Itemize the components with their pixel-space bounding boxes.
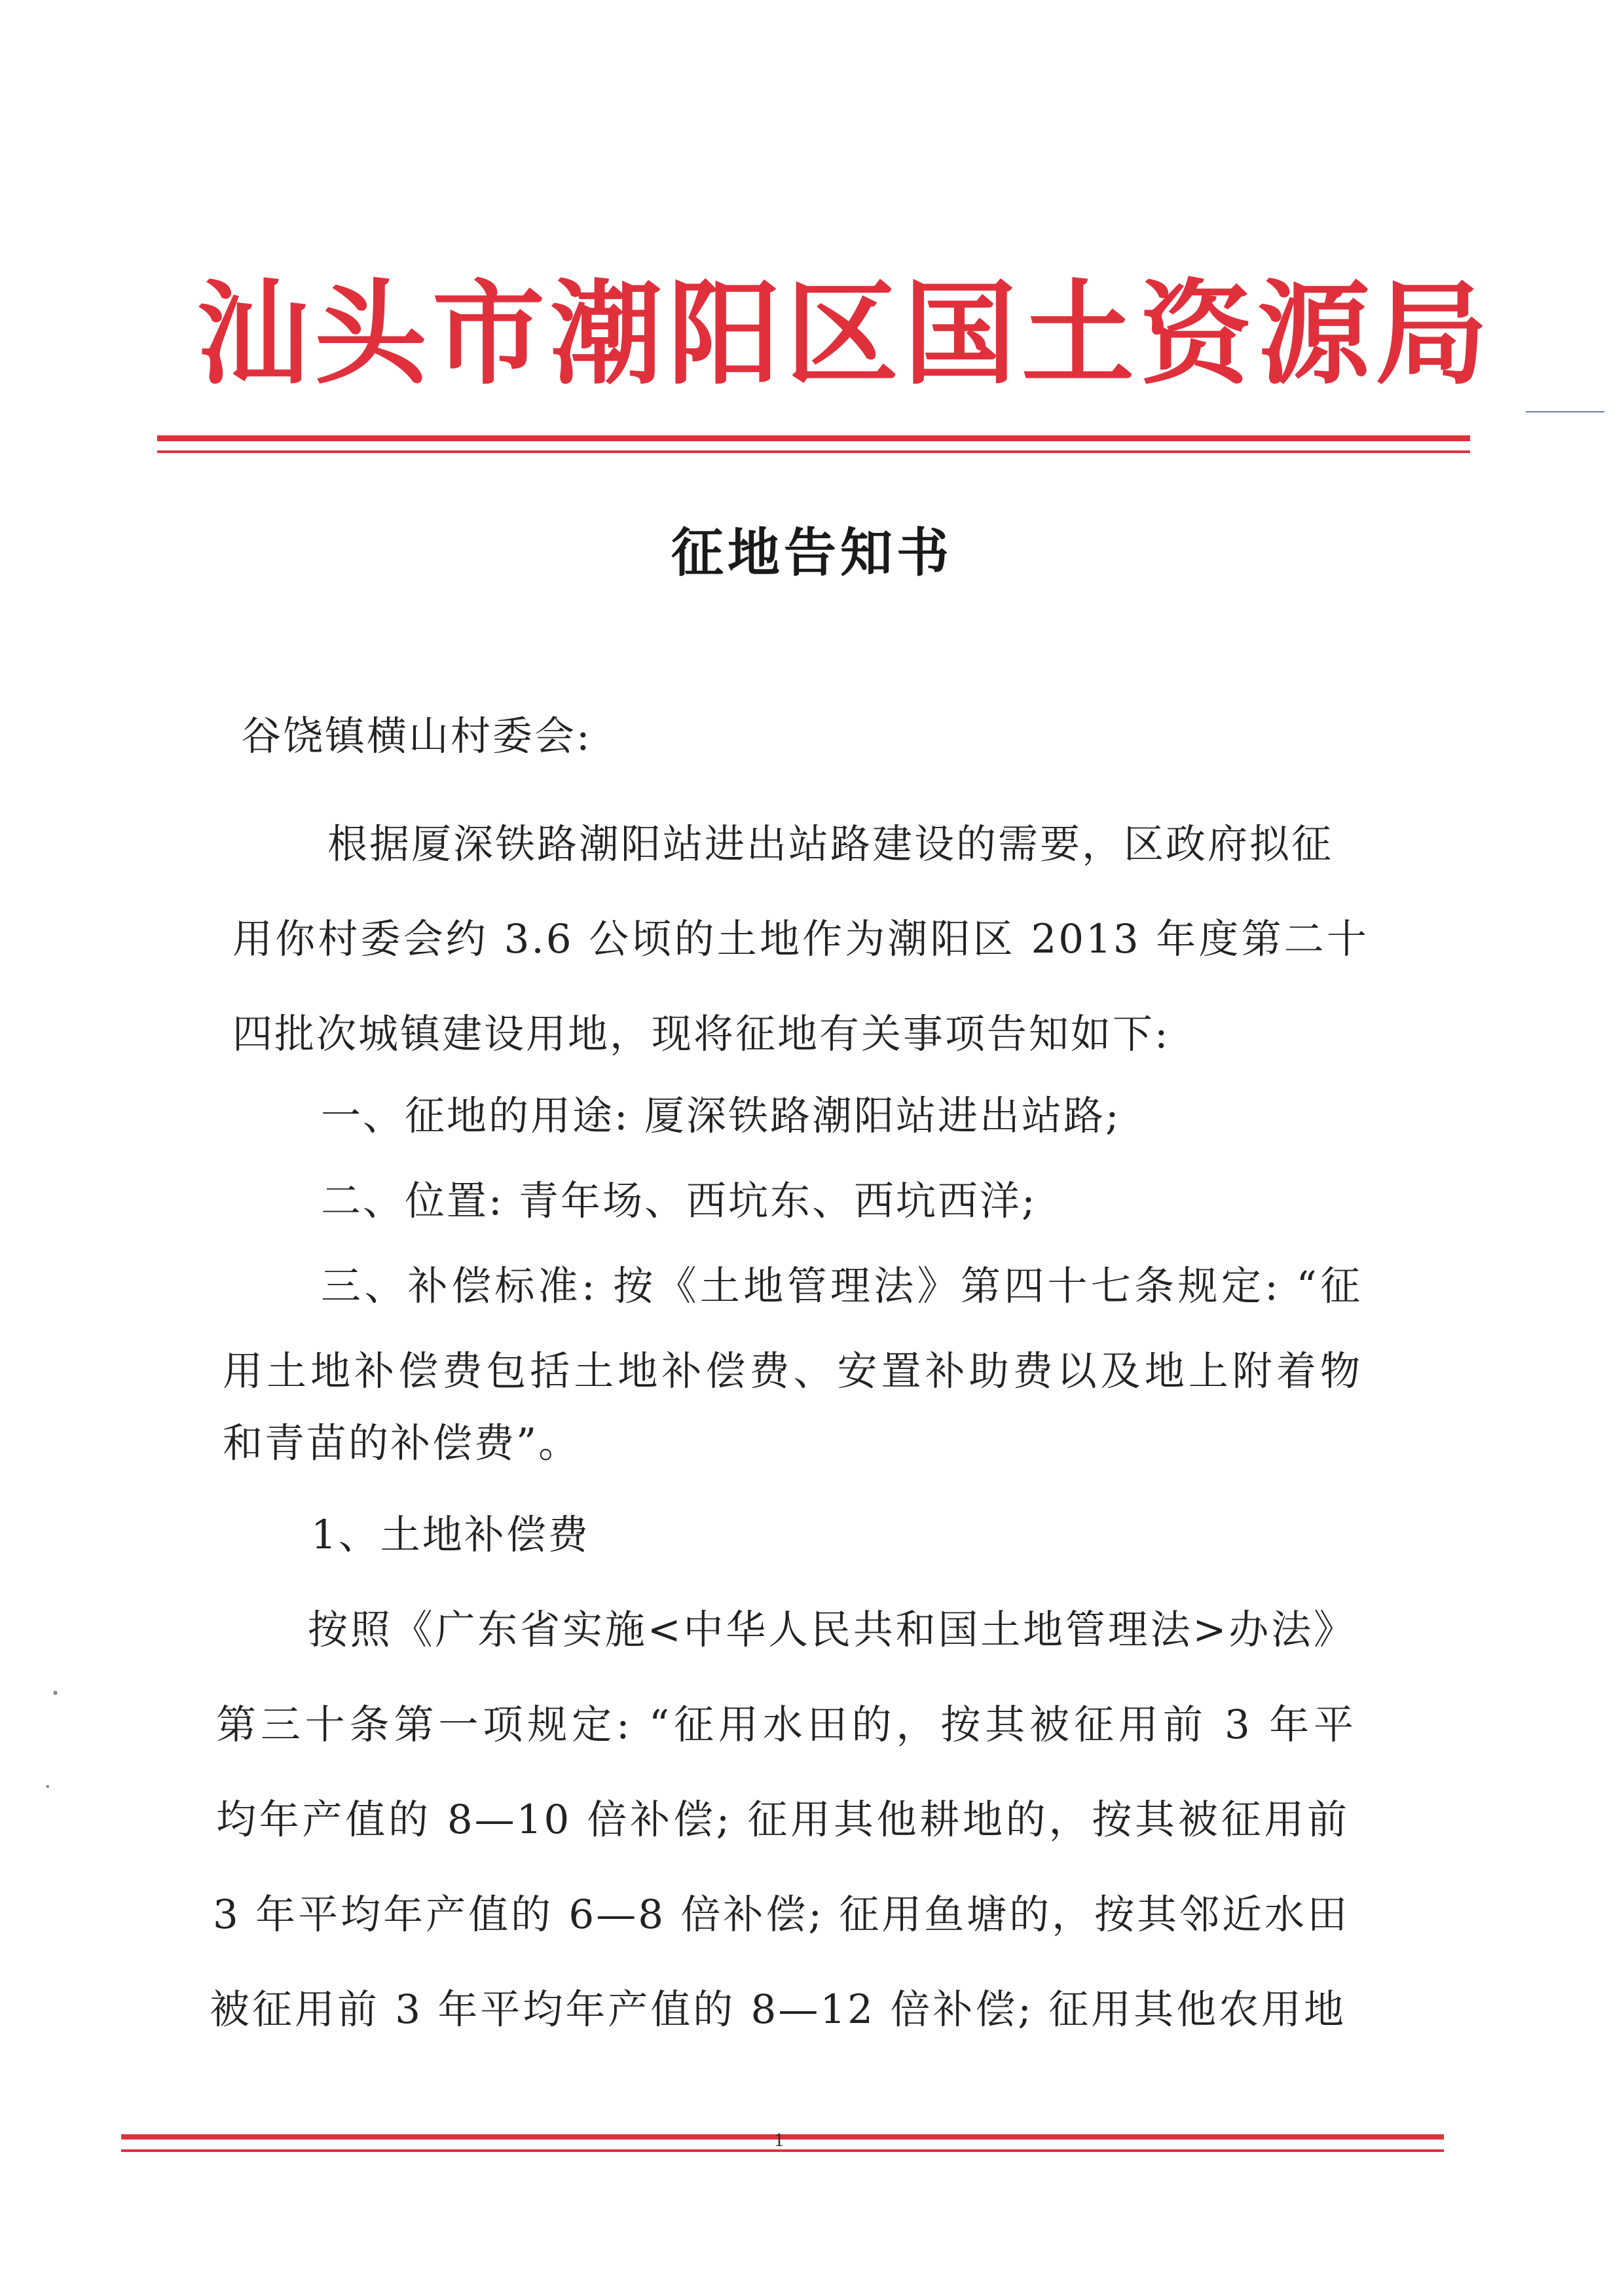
body-line: 3 年平均年产值的 6—8 倍补偿; 征用鱼塘的，按其邻近水田 — [213, 1891, 1349, 1938]
body-line: 根据厦深铁路潮阳站进出站路建设的需要，区政府拟征 — [327, 821, 1334, 867]
body-line: 四批次城镇建设用地，现将征地有关事项告知如下: — [232, 1011, 1170, 1057]
document-title: 征地告知书 — [671, 522, 953, 583]
body-line: 一、征地的用途: 厦深铁路潮阳站进出站路; — [321, 1093, 1121, 1139]
page-number: 1 — [773, 2131, 785, 2151]
body-line: 和青苗的补偿费”。 — [223, 1420, 581, 1467]
scan-speck: • — [51, 1686, 60, 1702]
body-line: 用你村委会约 3.6 公顷的土地作为潮阳区 2013 年度第二十 — [232, 916, 1369, 962]
body-line: 二、位置: 青年场、西坑东、西坑西洋; — [321, 1178, 1037, 1224]
body-line: 第三十条第一项规定: “征用水田的，按其被征用前 3 年平 — [216, 1702, 1356, 1748]
body-line: 按照《广东省实施<中华人民共和国土地管理法>办法》 — [308, 1607, 1356, 1653]
body-line: 用土地补偿费包括土地补偿费、安置补助费以及地上附着物 — [223, 1348, 1362, 1394]
scan-edge-mark — [1526, 411, 1604, 412]
letterhead-rule-thin — [157, 450, 1470, 453]
letterhead-rule-thick — [157, 435, 1470, 441]
body-line: 均年产值的 8—10 倍补偿; 征用其他耕地的，按其被征用前 — [216, 1796, 1349, 1843]
body-line: 被征用前 3 年平均年产值的 8—12 倍补偿; 征用其他农用地 — [210, 1986, 1346, 2033]
scan-speck: • — [45, 1781, 51, 1793]
addressee: 谷饶镇横山村委会: — [241, 713, 592, 759]
body-line: 三、补偿标准: 按《土地管理法》第四十七条规定: “征 — [321, 1263, 1362, 1309]
body-line: 1、土地补偿费 — [311, 1512, 590, 1558]
letterhead-org-name: 汕头市潮阳区国土资源局 — [196, 267, 1493, 400]
